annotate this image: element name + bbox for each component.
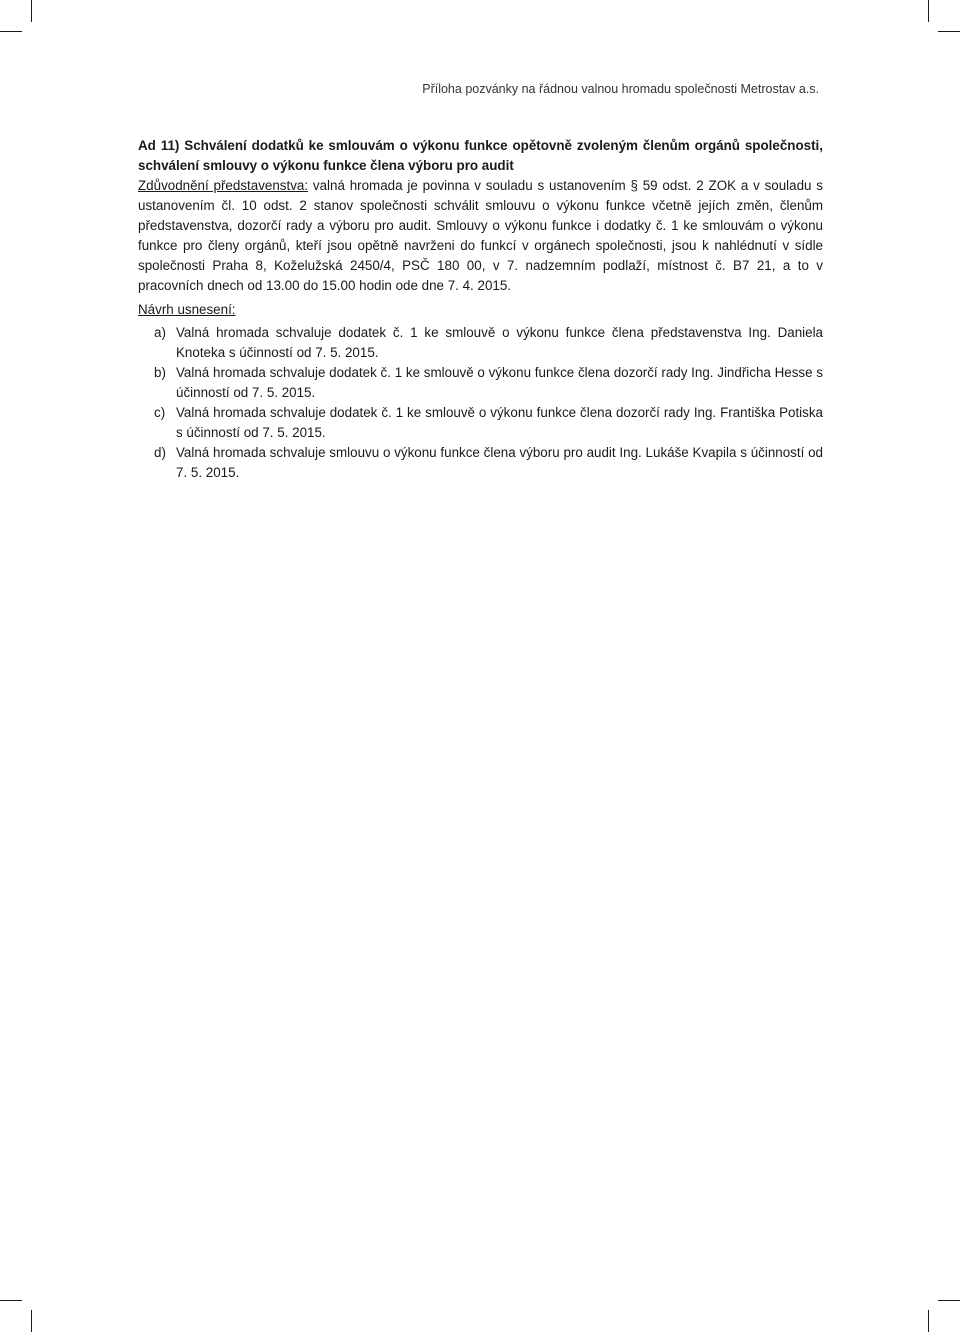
resolution-item — [138, 363, 823, 403]
crop-mark-top-left-vertical — [31, 0, 32, 22]
crop-mark-top-right-horizontal — [938, 31, 960, 32]
resolution-text: Valná hromada schvaluje smlouvu o výkonu funkce člena výboru pro audit Ing. Lukáše Kvapila s účinností od 7. 5. 2015. — [176, 445, 823, 480]
justification-text: valná hromada je povinna v souladu s ustanovením § 59 odst. 2 ZOK a v souladu s ustanovením čl. 10 odst. 2 stanov společnosti schválit smlouvu o výkonu funkce včetně jejích změn, členům představenstva, dozorčí rady a výboru pro audit. Smlouvy o výkonu funkce i dodatky č. 1 ke smlouvám o výkonu funkce pro členy orgánů, kteří jsou opětně navrženi do funkcí v orgánech společnosti, jsou k nahlédnutí v sídle společnosti Praha 8, Koželužská 2450/4, PSČ 180 00, v 7. nadzemním podlaží, místnost č. B7 21, a to v pracovních dnech od 13.00 do 15.00 hodin ode dne 7. 4. 2015. — [138, 178, 824, 293]
resolution-letter: a) — [154, 325, 166, 340]
resolution-letter: b) — [154, 365, 166, 380]
resolution-text: Valná hromada schvaluje dodatek č. 1 ke smlouvě o výkonu funkce člena představenstva Ing. Daniela Knoteka s účinností od 7. 5. 2015. — [176, 325, 823, 360]
proposal-label: Návrh usnesení: — [138, 302, 236, 317]
resolution-item — [138, 403, 823, 443]
crop-mark-top-right-vertical — [928, 0, 929, 22]
resolution-letter: c) — [154, 405, 166, 420]
resolution-list — [138, 323, 823, 483]
document-body — [138, 136, 823, 483]
justification-label: Zdůvodnění představenstva: — [138, 178, 309, 193]
crop-mark-bottom-left-horizontal — [0, 1300, 22, 1301]
resolution-text: Valná hromada schvaluje dodatek č. 1 ke smlouvě o výkonu funkce člena dozorčí rady Ing. Jindřicha Hesse s účinností od 7. 5. 2015. — [176, 365, 823, 400]
crop-mark-bottom-right-horizontal — [938, 1300, 960, 1301]
crop-mark-bottom-left-vertical — [31, 1310, 32, 1332]
resolution-text: Valná hromada schvaluje dodatek č. 1 ke smlouvě o výkonu funkce člena dozorčí rady Ing. Františka Potiska s účinností od 7. 5. 2015. — [176, 405, 823, 440]
resolution-letter: d) — [154, 445, 166, 460]
running-header: Příloha pozvánky na řádnou valnou hromadu společnosti Metrostav a.s. — [422, 82, 819, 96]
crop-mark-bottom-right-vertical — [928, 1310, 929, 1332]
resolution-item — [138, 443, 823, 483]
section-heading: Ad 11) Schválení dodatků ke smlouvám o výkonu funkce opětovně zvoleným členům orgánů společnosti, schválení smlouvy o výkonu funkce člena výboru pro audit — [138, 138, 823, 173]
justification-paragraph — [138, 176, 823, 296]
crop-mark-top-left-horizontal — [0, 31, 22, 32]
resolution-item — [138, 323, 823, 363]
